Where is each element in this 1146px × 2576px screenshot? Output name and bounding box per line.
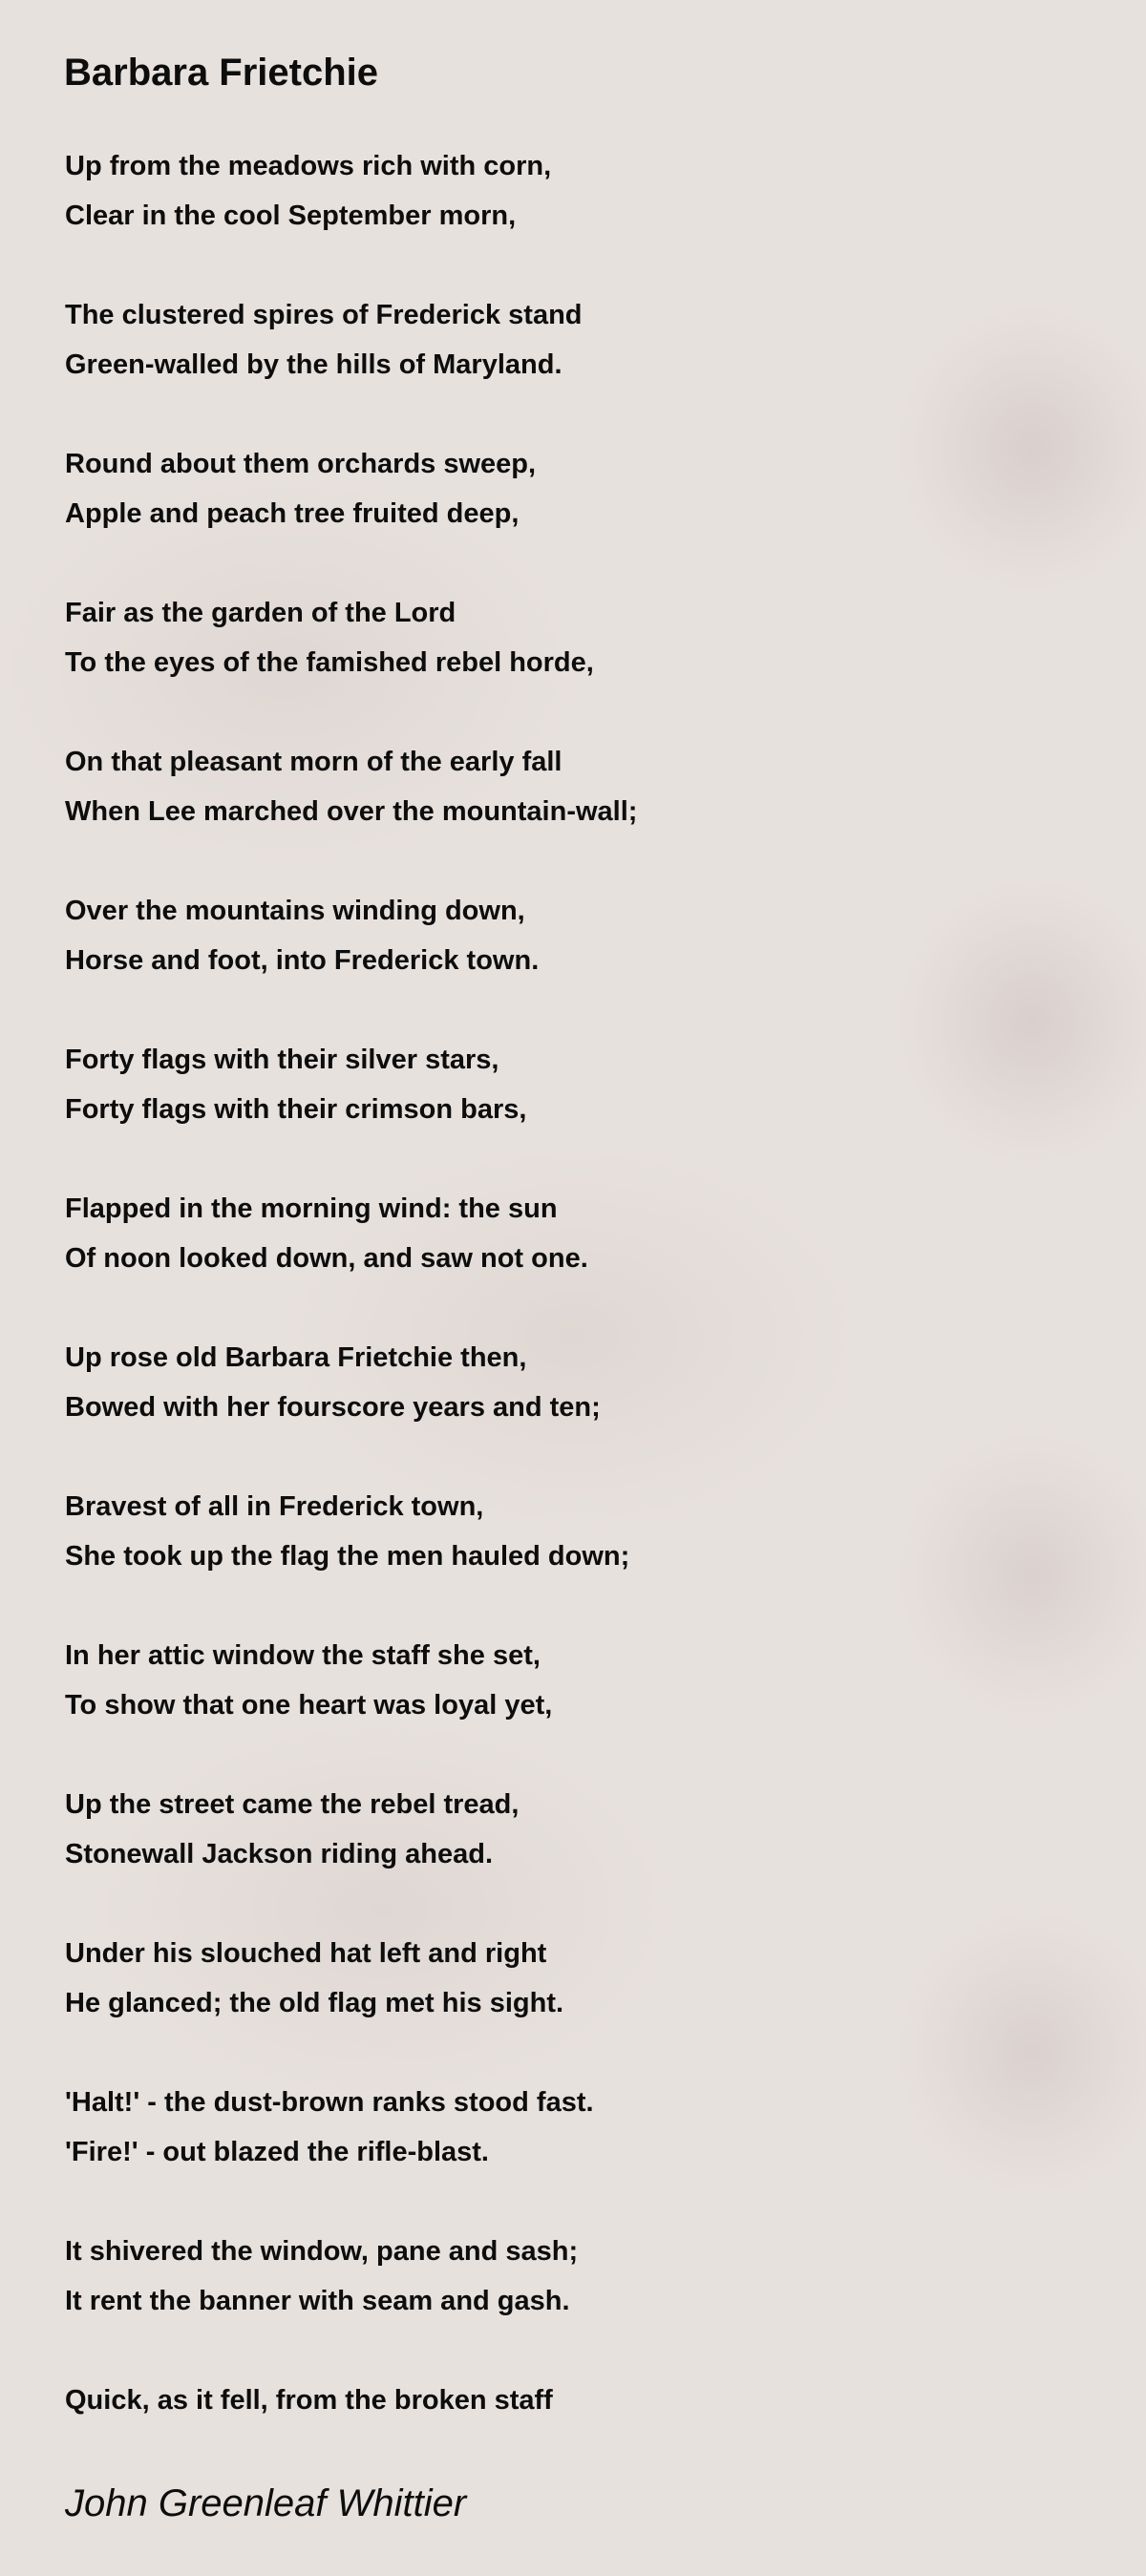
poem-author: John Greenleaf Whittier <box>65 2482 467 2524</box>
stanza <box>65 439 637 538</box>
stanza <box>65 1333 637 1432</box>
poem-line: On that pleasant morn of the early fall <box>65 747 562 777</box>
poem-line: Flapped in the morning wind: the sun <box>65 1193 558 1224</box>
stanza <box>65 2375 637 2425</box>
stanza <box>65 737 637 836</box>
poem-line: She took up the flag the men hauled down; <box>65 1541 630 1572</box>
poem-line: Bravest of all in Frederick town, <box>65 1491 484 1522</box>
stanza <box>65 1035 637 1134</box>
poem-line: Up the street came the rebel tread, <box>65 1789 520 1820</box>
poem-line: Of noon looked down, and saw not one. <box>65 1243 588 1274</box>
stanza <box>65 141 637 241</box>
poem-line: When Lee marched over the mountain-wall; <box>65 796 638 827</box>
stanza <box>65 1780 637 1879</box>
stanza <box>65 290 637 390</box>
poem-line: Over the mountains winding down, <box>65 896 525 926</box>
poem-line: Forty flags with their silver stars, <box>65 1045 499 1075</box>
poem-line: The clustered spires of Frederick stand <box>65 300 583 330</box>
poem-line: Clear in the cool September morn, <box>65 201 517 231</box>
poem-line: Up from the meadows rich with corn, <box>65 151 552 181</box>
poem-line: 'Fire!' - out blazed the rifle-blast. <box>65 2137 489 2167</box>
stanza <box>65 1631 637 1730</box>
poem-line: He glanced; the old flag met his sight. <box>65 1988 564 2018</box>
poem-line: It rent the banner with seam and gash. <box>65 2286 570 2316</box>
poem-line: Stonewall Jackson riding ahead. <box>65 1839 494 1869</box>
stanza <box>65 2227 637 2326</box>
poem-line: In her attic window the staff she set, <box>65 1640 541 1671</box>
poem-line: Green-walled by the hills of Maryland. <box>65 349 562 380</box>
poem-title: Barbara Frietchie <box>64 52 379 94</box>
poem-line: Horse and foot, into Frederick town. <box>65 945 540 976</box>
poem-line: To the eyes of the famished rebel horde, <box>65 647 594 678</box>
stanza <box>65 2078 637 2177</box>
poem-line: Round about them orchards sweep, <box>65 449 537 479</box>
poem-line: Bowed with her fourscore years and ten; <box>65 1392 601 1423</box>
poem-line: Quick, as it fell, from the broken staff <box>65 2385 553 2416</box>
poem-line: 'Halt!' - the dust-brown ranks stood fast. <box>65 2087 594 2118</box>
stanza <box>65 1482 637 1581</box>
poem-line: Fair as the garden of the Lord <box>65 598 456 628</box>
poem-line: To show that one heart was loyal yet, <box>65 1690 553 1721</box>
stanza <box>65 1184 637 1283</box>
stanza <box>65 588 637 687</box>
stanza <box>65 886 637 985</box>
stanza <box>65 1929 637 2028</box>
poem-line: It shivered the window, pane and sash; <box>65 2236 579 2267</box>
poem-line: Up rose old Barbara Frietchie then, <box>65 1342 527 1373</box>
poem-body <box>65 141 637 2475</box>
poem-line: Under his slouched hat left and right <box>65 1938 547 1969</box>
poem-line: Apple and peach tree fruited deep, <box>65 498 520 529</box>
poem-line: Forty flags with their crimson bars, <box>65 1094 527 1125</box>
